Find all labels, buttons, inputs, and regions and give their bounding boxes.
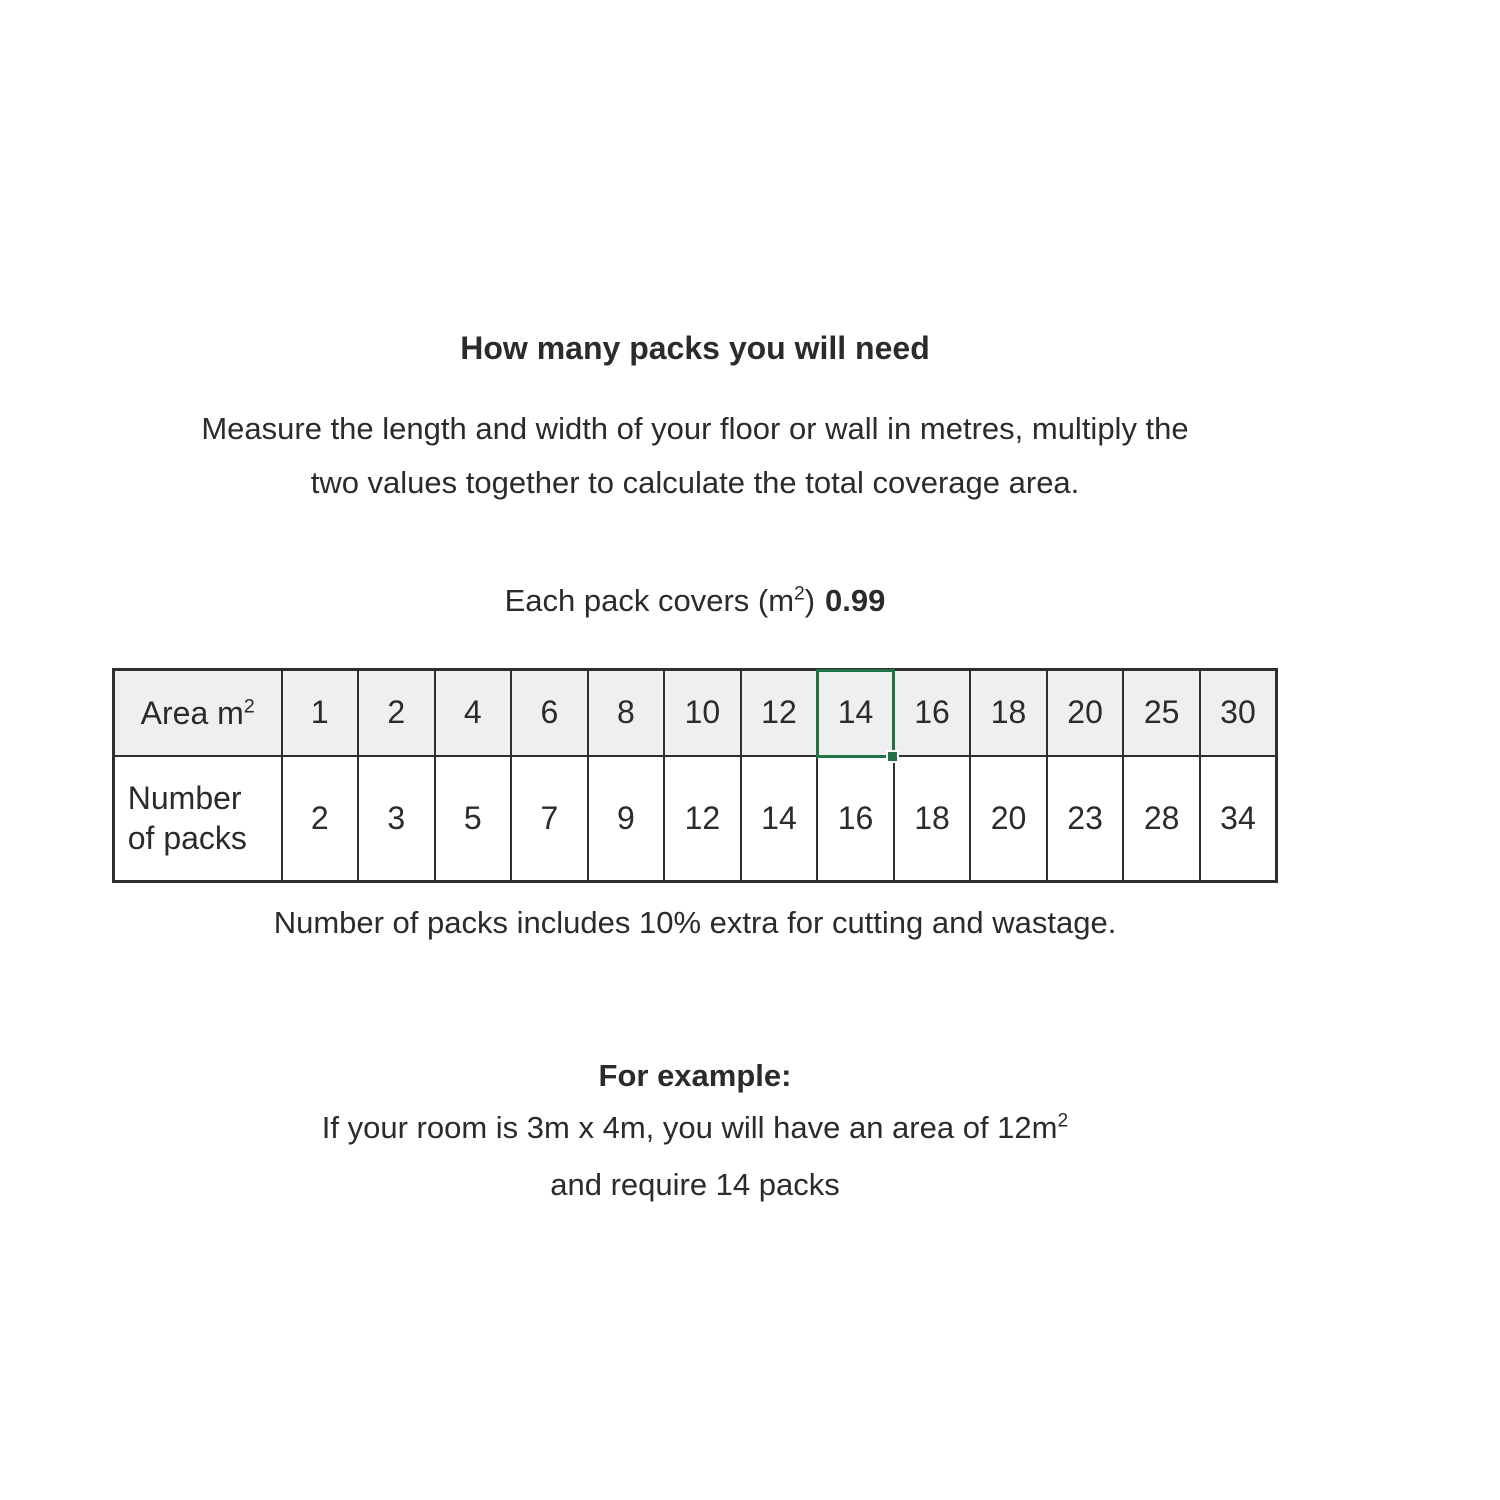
packs-cell-3: 3 — [358, 756, 435, 882]
area-cell-18: 18 — [970, 670, 1047, 756]
packs-cell-2: 2 — [282, 756, 359, 882]
packs-cell-20: 20 — [970, 756, 1047, 882]
pack-coverage-line — [112, 583, 1278, 619]
squared-superscript: 2 — [794, 583, 805, 605]
area-row — [114, 670, 1277, 756]
area-cell-4: 4 — [435, 670, 512, 756]
intro-paragraph — [112, 402, 1278, 510]
example-line-2: and require 14 packs — [550, 1167, 840, 1202]
packs-cell-18: 18 — [894, 756, 971, 882]
area-cell-6: 6 — [511, 670, 588, 756]
packs-table-container — [112, 668, 1278, 883]
packs-cell-28: 28 — [1123, 756, 1200, 882]
packs-row-header — [114, 756, 282, 882]
packs-cell-7: 7 — [511, 756, 588, 882]
area-cell-16: 16 — [894, 670, 971, 756]
area-cell-10: 10 — [664, 670, 741, 756]
intro-line-1: Measure the length and width of your floor or wall in metres, multiply the — [201, 411, 1189, 446]
intro-line-2: two values together to calculate the total coverage area. — [310, 465, 1080, 500]
area-cell-25: 25 — [1123, 670, 1200, 756]
area-cell-2: 2 — [358, 670, 435, 756]
packs-row — [114, 756, 1277, 882]
pack-coverage-label: Each pack covers $(m^2)$ — [504, 583, 816, 618]
packs-table — [112, 668, 1278, 883]
page-title: How many packs you will need — [460, 330, 930, 366]
example-line-1: If your room is 3m x 4m, you will have an area of $12m^2$ — [321, 1110, 1069, 1145]
squared-superscript: 2 — [243, 695, 255, 718]
packs-cell-16: 16 — [817, 756, 894, 882]
area-row-header — [114, 670, 282, 756]
packs-cell-12: 12 — [664, 756, 741, 882]
packs-cell-34: 34 — [1200, 756, 1277, 882]
area-cell-1: 1 — [282, 670, 359, 756]
example-heading: For example: — [598, 1058, 792, 1093]
packs-cell-5: 5 — [435, 756, 512, 882]
packs-row-label: Number of packs — [127, 780, 247, 857]
area-cell-12: 12 — [741, 670, 818, 756]
pack-coverage-value: 0.99 — [825, 583, 886, 618]
packs-cell-23: 23 — [1047, 756, 1124, 882]
packs-cell-9: 9 — [588, 756, 665, 882]
area-row-label: Area m — [140, 694, 244, 731]
area-cell-selected: 14 — [817, 670, 894, 756]
area-cell-8: 8 — [588, 670, 665, 756]
wastage-note: Number of packs includes 10% extra for cutting and wastage. — [273, 905, 1117, 940]
document — [112, 0, 1278, 1500]
packs-cell-14: 14 — [741, 756, 818, 882]
area-cell-20: 20 — [1047, 670, 1124, 756]
squared-superscript: 2 — [1057, 1110, 1069, 1132]
area-cell-30: 30 — [1200, 670, 1277, 756]
